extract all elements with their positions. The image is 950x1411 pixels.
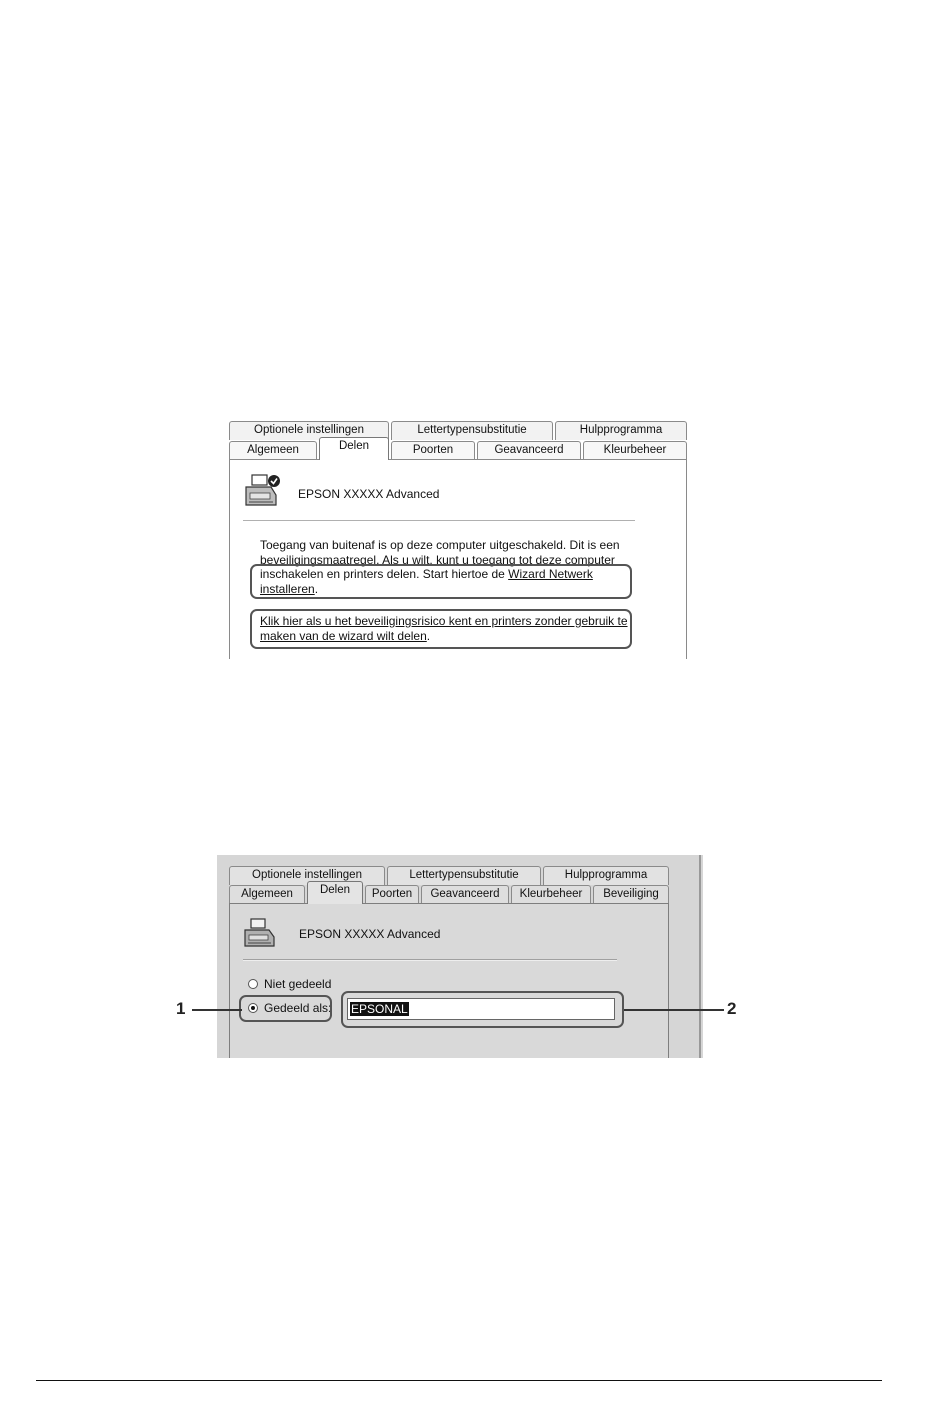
tab-algemeen[interactable]: Algemeen xyxy=(229,441,317,460)
risk-link-text-1[interactable]: Klik hier als u het beveiligingsrisico kent en printers zonder gebruik te xyxy=(260,614,628,628)
callout-number-1: 1 xyxy=(176,999,186,1018)
tab-kleurbeheer[interactable]: Kleurbeheer xyxy=(511,885,591,904)
callout-2-highlight-box xyxy=(341,991,624,1028)
callout-number-2: 2 xyxy=(727,999,737,1018)
info-text-line-2: beveiligingsmaatregel. Als u wilt, kunt u toegang tot deze computer xyxy=(260,552,615,567)
screenshot-sharing-disabled xyxy=(221,411,697,659)
tab-geavanceerd[interactable]: Geavanceerd xyxy=(421,885,509,904)
share-name-value: EPSONAL xyxy=(351,1002,408,1016)
callout-line-1 xyxy=(192,1009,242,1011)
callout-line-2 xyxy=(624,1009,724,1011)
tab-delen[interactable]: Delen xyxy=(319,437,389,460)
tab-poorten[interactable]: Poorten xyxy=(365,885,419,904)
tab-kleurbeheer[interactable]: Kleurbeheer xyxy=(583,441,687,460)
tab-optionele-instellingen[interactable]: Optionele instellingen xyxy=(229,866,385,885)
tab-hulpprogramma[interactable]: Hulpprogramma xyxy=(543,866,669,885)
tab-hulpprogramma[interactable]: Hulpprogramma xyxy=(555,421,687,440)
printer-name: EPSON XXXXX Advanced xyxy=(298,487,440,501)
highlight-wizard-link-box xyxy=(250,564,632,599)
tab-delen[interactable]: Delen xyxy=(307,881,363,904)
printer-icon xyxy=(243,473,281,509)
tab-beveiliging[interactable]: Beveiliging xyxy=(593,885,669,904)
tab-optionele-instellingen[interactable]: Optionele instellingen xyxy=(229,421,389,440)
window-right-edge xyxy=(699,855,701,1058)
screenshot-shared-as xyxy=(217,855,703,1058)
tab-lettertypensubstitutie[interactable]: Lettertypensubstitutie xyxy=(391,421,553,440)
tab-algemeen[interactable]: Algemeen xyxy=(229,885,305,904)
radio-not-shared[interactable] xyxy=(248,979,258,989)
radio-not-shared-label[interactable]: Niet gedeeld xyxy=(264,977,332,991)
separator xyxy=(243,959,617,961)
risk-link-text-2[interactable]: maken van de wizard wilt delen xyxy=(260,628,427,643)
tab-poorten[interactable]: Poorten xyxy=(391,441,475,460)
separator xyxy=(243,520,635,522)
tab-geavanceerd[interactable]: Geavanceerd xyxy=(477,441,581,460)
risk-link-end: . xyxy=(426,628,431,643)
highlight-risk-link-box xyxy=(250,609,632,649)
info-text-line-4-end: . xyxy=(314,581,319,596)
footer-rule xyxy=(36,1380,882,1381)
printer-name: EPSON XXXXX Advanced xyxy=(299,927,441,941)
tab-lettertypensubstitutie[interactable]: Lettertypensubstitutie xyxy=(387,866,541,885)
callout-1-highlight-box xyxy=(239,995,332,1022)
radio-shared-as-label[interactable]: Gedeeld als: xyxy=(264,1001,332,1015)
printer-icon xyxy=(243,917,279,949)
wizard-network-link[interactable]: Wizard Netwerk xyxy=(508,567,593,581)
info-text-line-1: Toegang van buitenaf is op deze computer uitgeschakeld. Dit is een xyxy=(260,538,620,552)
info-text-line-3-text: inschakelen en printers delen. Start hiertoe de xyxy=(260,567,509,581)
wizard-install-link[interactable]: installeren xyxy=(260,581,315,596)
